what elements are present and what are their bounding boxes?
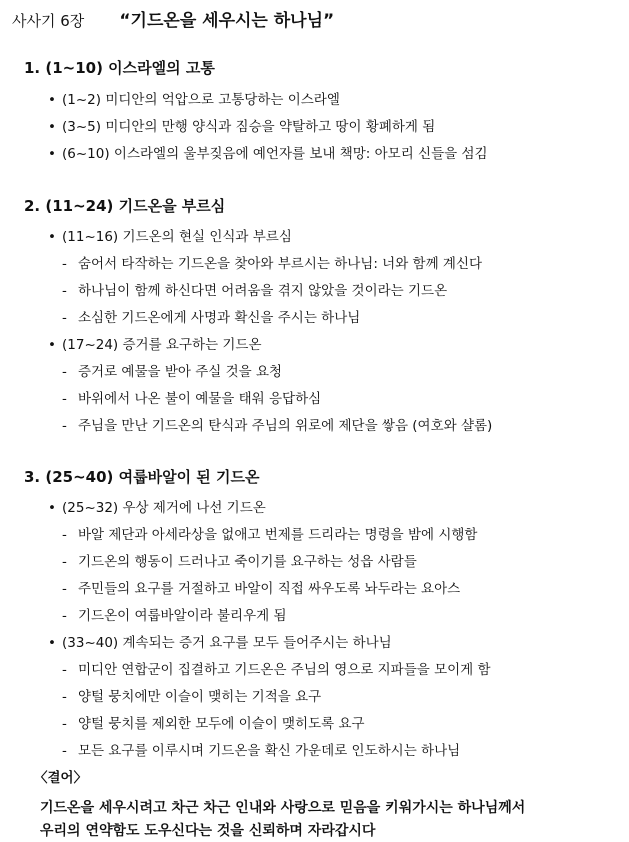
sub-item: - 기드온의 행동이 드러나고 죽이기를 요구하는 성읍 사람들: [62, 554, 417, 570]
bullet-marker: •: [48, 119, 56, 135]
list-item: • (11~16) 기드온의 현실 인식과 부르심: [48, 229, 292, 245]
conclusion-line-1: 기드온을 세우시려고 차근 차근 인내와 사랑으로 믿음을 키워가시는 하나님께서: [40, 800, 526, 816]
sub-item: - 바알 제단과 아세라상을 없애고 번제를 드리라는 명령을 밤에 시행함: [62, 527, 478, 543]
conclusion-line-2: 우리의 연약함도 도우신다는 것을 신뢰하며 자라갑시다: [40, 823, 376, 839]
dash-marker: -: [62, 391, 67, 407]
sub-item: - 하나님이 함께 하신다면 어려움을 겪지 않았을 것이라는 기드온: [62, 283, 448, 299]
section-heading-3: 3. (25~40) 여룹바알이 된 기드온: [24, 468, 260, 486]
dash-marker: -: [62, 689, 67, 705]
list-item: • (33~40) 계속되는 증거 요구를 모두 들어주시는 하나님: [48, 635, 392, 651]
bullet-marker: •: [48, 500, 56, 516]
sermon-title: “기드온을 세우시는 하나님”: [119, 11, 335, 31]
book-chapter: 사사기 6장: [12, 12, 85, 30]
dash-marker: -: [62, 283, 67, 299]
sub-item: - 모든 요구를 이루시며 기드온을 확신 가운데로 인도하시는 하나님: [62, 743, 461, 759]
dash-marker: -: [62, 418, 67, 434]
sub-item: - 숨어서 타작하는 기드온을 찾아와 부르시는 하나님: 너와 함께 계신다: [62, 256, 483, 272]
sub-item: - 소심한 기드온에게 사명과 확신을 주시는 하나님: [62, 310, 361, 326]
conclusion-label: 〈결어〉: [34, 770, 88, 786]
dash-marker: -: [62, 743, 67, 759]
page-header: [12, 6, 334, 31]
list-item: • (3~5) 미디안의 만행 양식과 짐승을 약탈하고 땅이 황폐하게 됨: [48, 119, 436, 135]
sub-item: - 미디안 연합군이 집결하고 기드온은 주님의 영으로 지파들을 모이게 함: [62, 662, 491, 678]
list-item: • (1~2) 미디안의 억압으로 고통당하는 이스라엘: [48, 92, 340, 108]
list-item: • (6~10) 이스라엘의 울부짖음에 예언자를 보내 책망: 아모리 신들을 섬김: [48, 146, 488, 162]
bullet-marker: •: [48, 337, 56, 353]
dash-marker: -: [62, 662, 67, 678]
sub-item: - 양털 뭉치를 제외한 모두에 이슬이 맺히도록 요구: [62, 716, 365, 732]
dash-marker: -: [62, 581, 67, 597]
sub-item: - 바위에서 나온 불이 예물을 태워 응답하심: [62, 391, 322, 407]
sub-item: - 양털 뭉치에만 이슬이 맺히는 기적을 요구: [62, 689, 322, 705]
bullet-marker: •: [48, 146, 56, 162]
section-heading-1: 1. (1~10) 이스라엘의 고통: [24, 59, 215, 77]
bullet-marker: •: [48, 92, 56, 108]
dash-marker: -: [62, 256, 67, 272]
sub-item: - 기드온이 여룹바알이라 불리우게 됨: [62, 608, 287, 624]
list-item: • (25~32) 우상 제거에 나선 기드온: [48, 500, 266, 516]
sub-item: - 증거로 예물을 받아 주실 것을 요청: [62, 364, 283, 380]
dash-marker: -: [62, 608, 67, 624]
dash-marker: -: [62, 716, 67, 732]
dash-marker: -: [62, 554, 67, 570]
section-heading-2: 2. (11~24) 기드온을 부르심: [24, 197, 226, 215]
dash-marker: -: [62, 310, 67, 326]
bullet-marker: •: [48, 635, 56, 651]
bullet-marker: •: [48, 229, 56, 245]
dash-marker: -: [62, 364, 67, 380]
dash-marker: -: [62, 527, 67, 543]
list-item: • (17~24) 증거를 요구하는 기드온: [48, 337, 262, 353]
sub-item: - 주님을 만난 기드온의 탄식과 주님의 위로에 제단을 쌓음 (여호와 샬롬): [62, 418, 493, 434]
sub-item: - 주민들의 요구를 거절하고 바알이 직접 싸우도록 놔두라는 요아스: [62, 581, 461, 597]
